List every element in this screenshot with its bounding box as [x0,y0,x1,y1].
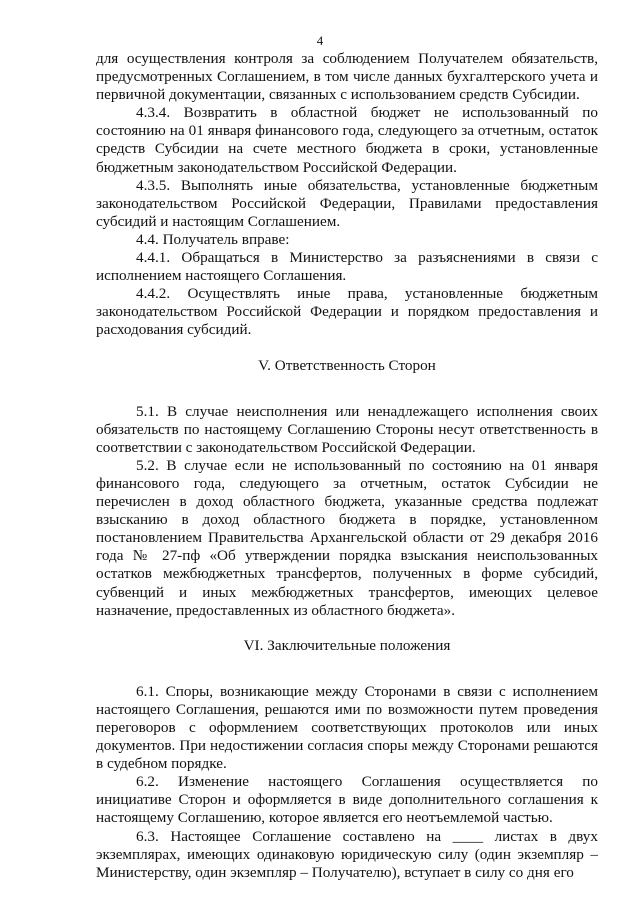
paragraph-4-3-5: 4.3.5. Выполнять иные обязательства, установленные бюджетным законодательством Российской Федерации, Правилами предоставления субсидий и настоящим Соглашением. [96,176,598,230]
paragraph-continuation: для осуществления контроля за соблюдением Получателем обязательств, предусмотренных Соглашением, в том числе данных бухгалтерского учета и первичной документации, связанных с использованием средств Субсидии. [96,50,598,104]
paragraph-6-1: 6.1. Споры, возникающие между Сторонами в связи с исполнением настоящего Соглашения, решаются ими по возможности путем проведения переговоров с оформлением соответствующих протоколов или иных документов. При недостижении согласия споры между Сторонами решаются в судебном порядке. [96,682,598,773]
paragraph-4-4-2: 4.4.2. Осуществлять иные права, установленные бюджетным законодательством Российской Федерации и порядком предоставления и расходования субсидий. [96,285,598,339]
paragraph-4-3-4: 4.3.4. Возвратить в областной бюджет не использованный по состоянию на 01 января финансового года, следующего за отчетным, остаток средств Субсидии на счете местного бюджета в сроки, установленные бюджетным законодательством Российской Федерации. [96,104,598,176]
paragraph-6-3: 6.3. Настоящее Соглашение составлено на ____ листах в двух экземплярах, имеющих одинаковую юридическую силу (один экземпляр – Министерству, один экземпляр – Получателю), вступает в силу со дня его [96,827,598,881]
section-heading-5: V. Ответственность Сторон [258,356,436,374]
paragraph-5-1: 5.1. В случае неисполнения или ненадлежащего исполнения своих обязательств по настоящему Соглашению Стороны несут ответственность в соответствии с законодательством Российской Федерации. [96,402,598,456]
section-heading-6: VI. Заключительные положения [243,636,451,654]
document-body [96,50,598,882]
page-number: 4 [316,33,324,48]
paragraph-5-2: 5.2. В случае если не использованный по состоянию на 01 января финансового года, следующего за отчетным, остаток Субсидии не перечислен в доход областного бюджета, указанные средства подлежат взысканию в доход областного бюджета в порядке, установленном постановлением Правительства Архангельской области от 29 декабря 2016 года № 27-пф «Об утверждении порядка взыскания неиспользованных остатков межбюджетных трансфертов, полученных в форме субсидий, субвенций и иных межбюджетных трансфертов, имеющих целевое назначение, предоставленных из областного бюджета». [96,456,598,619]
paragraph-4-4-1: 4.4.1. Обращаться в Министерство за разъяснениями в связи с исполнением настоящего Соглашения. [96,249,598,285]
paragraph-6-2: 6.2. Изменение настоящего Соглашения осуществляется по инициативе Сторон и оформляется в виде дополнительного соглашения к настоящему Соглашению, которое является его неотъемлемой частью. [96,773,598,827]
paragraph-4-4: 4.4. Получатель вправе: [136,230,290,248]
